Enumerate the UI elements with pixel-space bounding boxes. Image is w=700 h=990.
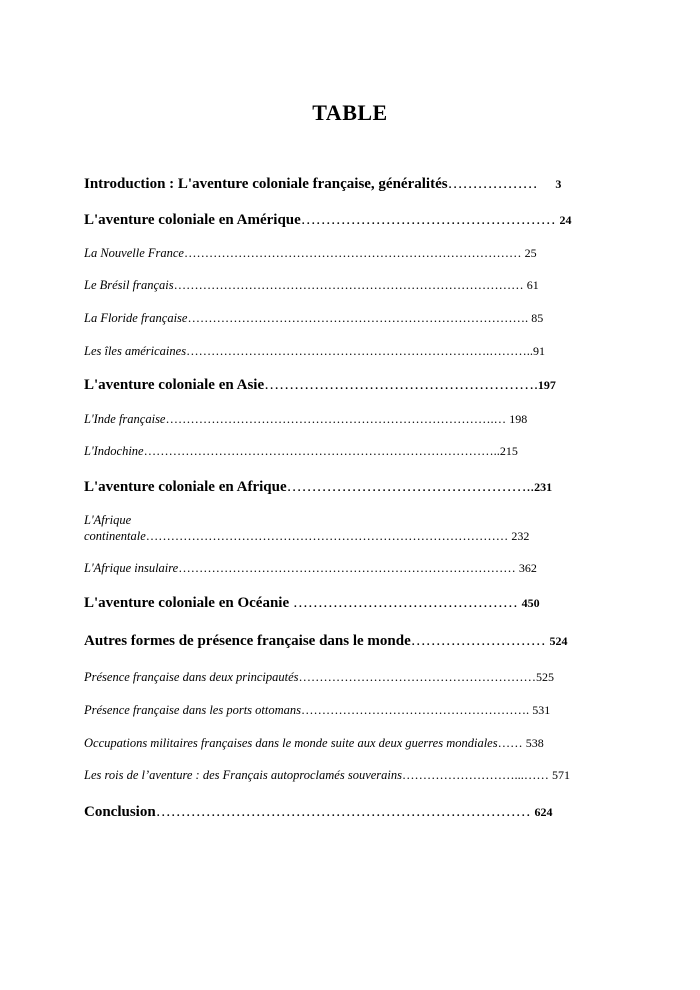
toc-page-number: 215 <box>499 444 518 458</box>
toc-page-number: 362 <box>518 561 537 575</box>
toc-leader-dots: ……………………………………………………………………… <box>183 246 525 260</box>
toc-entry-title: La Nouvelle France <box>84 246 184 260</box>
toc-entry-bresil[interactable] <box>84 278 610 293</box>
toc-entry-introduction[interactable] <box>84 176 610 193</box>
toc-page-number: 231 <box>534 480 553 494</box>
toc-entry-title-line1: L'Afrique <box>84 513 132 527</box>
toc-entry-principautes[interactable] <box>84 670 610 685</box>
toc-page-number: 3 <box>555 177 562 191</box>
toc-page-number: 624 <box>534 805 553 819</box>
toc-entry-conclusion[interactable] <box>84 804 610 821</box>
toc-page-number: 531 <box>532 703 551 717</box>
toc-leader-dots: ………………………...…… <box>402 768 553 782</box>
toc-entry-afrique[interactable] <box>84 479 610 496</box>
toc-entry-title: L'aventure coloniale en Amérique <box>84 212 301 228</box>
toc-entry-indochine[interactable] <box>84 444 610 459</box>
toc-entry-occupations-militaires[interactable] <box>84 736 610 751</box>
toc-leader-dots: ………………………………………………. <box>264 377 538 393</box>
toc-leader-dots: ………………………………………….. <box>286 479 535 495</box>
toc-page-number: 232 <box>511 529 530 543</box>
toc-leader-dots: …………………………………………………………………….… <box>165 412 510 426</box>
toc-page-number: 91 <box>532 344 545 358</box>
toc-leader-dots: ………………………………………………. <box>301 703 533 717</box>
toc-page-number: 571 <box>552 768 571 782</box>
toc-entry-iles-americaines[interactable] <box>84 344 610 359</box>
toc-entry-autres-formes[interactable] <box>84 633 610 650</box>
toc-entry-title: L'aventure coloniale en Asie <box>84 377 265 393</box>
toc-entry-title: Conclusion <box>84 804 156 820</box>
toc-leader-dots: ………………………………………………… <box>298 670 537 684</box>
toc-leader-dots: …………………………………………………………………………… <box>145 529 512 543</box>
toc-entry-title: L'Indochine <box>84 444 144 458</box>
toc-entry-ports-ottomans[interactable] <box>84 703 610 718</box>
toc-leader-dots: ……………………………………… <box>289 595 522 611</box>
toc-entry-title: Présence française dans les ports ottomans <box>84 703 301 717</box>
toc-page-number: 525 <box>536 670 555 684</box>
toc-page-number: 538 <box>525 736 544 750</box>
toc-entry-title: Les îles américaines <box>84 344 187 358</box>
toc-entry-nouvelle-france[interactable] <box>84 246 610 261</box>
toc-entry-title: L'Inde française <box>84 412 166 426</box>
toc-entry-title: La Floride française <box>84 311 188 325</box>
toc-page-number: 197 <box>537 378 556 392</box>
toc-page-number: 24 <box>559 213 572 227</box>
toc-leader-dots: ………………………………………………………………………….. <box>143 444 500 458</box>
toc-page-number: 198 <box>509 412 528 426</box>
toc-entry-oceanie[interactable] <box>84 595 610 612</box>
toc-page-number: 450 <box>521 596 540 610</box>
toc-entry-title: L'aventure coloniale en Afrique <box>84 479 287 495</box>
toc-entry-title: Autres formes de présence française dans le monde <box>84 633 411 649</box>
toc-entry-amerique[interactable] <box>84 212 610 229</box>
toc-entry-title: L'Afrique insulaire <box>84 561 179 575</box>
page-title: TABLE <box>312 100 388 125</box>
toc-entry-title: Introduction : L'aventure coloniale française, généralités <box>84 176 448 192</box>
toc-entry-title: Occupations militaires françaises dans le monde suite aux deux guerres mondiales <box>84 736 498 750</box>
toc-leader-dots: ……………………………………………………………….……….. <box>186 344 533 358</box>
toc-entry-title: L'aventure coloniale en Océanie <box>84 595 290 611</box>
toc-leader-dots: …………………………………………… <box>300 212 560 228</box>
toc-entry-title: Présence française dans deux principautés <box>84 670 299 684</box>
toc-leader-dots: ………………………………………………………………………. <box>187 311 532 325</box>
toc-entry-floride[interactable] <box>84 311 610 326</box>
toc-leader-dots: ………………………………………………………………………… <box>173 278 527 292</box>
toc-leader-dots: …… <box>497 736 526 750</box>
toc-entry-afrique-continentale[interactable] <box>84 512 610 544</box>
toc-page-number: 25 <box>524 246 537 260</box>
toc-entry-title: Le Brésil français <box>84 278 174 292</box>
toc-leader-dots: ……………………… <box>410 633 550 649</box>
toc-page-number: 61 <box>526 278 539 292</box>
toc-entry-title: Les rois de l’aventure : des Français autoproclamés souverains <box>84 768 403 782</box>
toc-entry-inde[interactable] <box>84 412 610 427</box>
toc-page-number: 85 <box>531 311 544 325</box>
toc-entry-afrique-insulaire[interactable] <box>84 561 610 576</box>
toc-leader-dots: ………………………………………………………………… <box>155 804 535 820</box>
toc-entry-rois-aventure[interactable] <box>84 768 610 783</box>
toc-page-number: 524 <box>549 634 568 648</box>
toc-leader-dots: ……………………………………………………………………… <box>178 561 519 575</box>
toc-entry-title-line2: continentale <box>84 529 146 543</box>
toc-entry-asie[interactable] <box>84 377 610 394</box>
toc-leader-dots: ……………… <box>447 176 542 192</box>
